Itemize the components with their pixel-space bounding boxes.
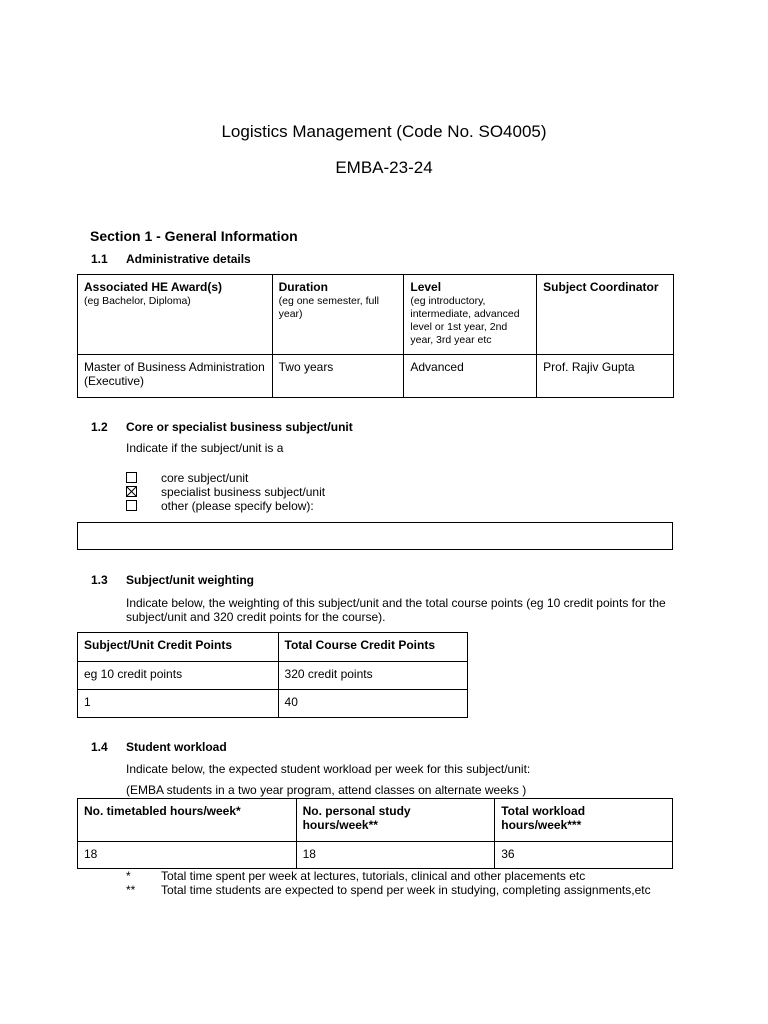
specialist-subject-label: specialist business subject/unit [161,485,326,499]
subsection-1-2-title: Core or specialist business subject/unit [126,420,353,434]
subsection-1-3-number: 1.3 [91,573,108,587]
level-header-label: Level [410,280,442,294]
personal-study-header: No. personal study hours/week** [296,799,495,842]
subsection-1-1-number: 1.1 [91,252,108,266]
administrative-details-table [77,274,674,398]
duration-header-label: Duration [278,280,328,294]
timetabled-hours-header: No. timetabled hours/week* [78,799,297,842]
subsection-1-4-title: Student workload [126,740,227,754]
duration-header-hint: (eg one semester, full year) [278,295,380,320]
table-row [78,842,673,869]
table-header-cell [78,275,273,355]
coordinator-value: Prof. Rajiv Gupta [537,355,674,398]
other-specify-field[interactable] [77,522,673,550]
subsection-1-2-intro: Indicate if the subject/unit is a [126,441,284,455]
footnote-text: Total time students are expected to spend per week in studying, completing assignments,etc [161,883,651,897]
award-header-label: Associated HE Award(s) [84,280,223,294]
timetabled-hours-value: 18 [78,842,297,869]
personal-study-value: 18 [296,842,495,869]
level-value: Advanced [404,355,537,398]
table-cell: 40 [278,690,467,718]
table-cell: eg 10 credit points [78,662,279,690]
table-row [78,690,468,718]
table-header-row [78,633,468,662]
subsection-1-4-note: (EMBA students in a two year program, attend classes on alternate weeks ) [126,783,527,797]
document-subtitle: EMBA-23-24 [335,158,433,177]
award-value: Master of Business Administration (Executive) [78,355,273,398]
table-header-cell [537,275,674,355]
subsection-1-1-title: Administrative details [126,252,251,266]
subsection-1-3-title: Subject/unit weighting [126,573,254,587]
core-subject-label: core subject/unit [161,471,249,485]
document-title: Logistics Management (Code No. SO4005) [221,122,547,141]
table-cell: 1 [78,690,279,718]
table-row [78,662,468,690]
table-header-row [78,799,673,842]
level-header-hint: (eg introductory, intermediate, advanced level or 1st year, 2nd year, 3rd year etc [410,295,520,346]
coordinator-header-label: Subject Coordinator [543,280,659,294]
footnote-mark: * [126,869,131,883]
table-header-cell [404,275,537,355]
subsection-1-4-intro: Indicate below, the expected student workload per week for this subject/unit: [126,762,531,776]
specialist-subject-checkbox[interactable] [126,486,137,497]
subsection-1-4-number: 1.4 [91,740,108,754]
table-cell: 320 credit points [278,662,467,690]
total-workload-value: 36 [495,842,673,869]
footnote-mark: ** [126,883,136,897]
award-header-hint: (eg Bachelor, Diploma) [84,295,191,307]
cross-mark-icon [127,487,136,496]
table-header-cell [272,275,404,355]
duration-value: Two years [272,355,404,398]
table-header-row [78,275,674,355]
weighting-table [77,632,468,718]
subsection-1-2-number: 1.2 [91,420,108,434]
subsection-1-3-intro: Indicate below, the weighting of this subject/unit and the total course points (eg 10 credit points for the subject/unit and 320 credit points for the course). [126,596,666,624]
other-subject-label: other (please specify below): [161,499,314,513]
total-workload-header: Total workload hours/week*** [495,799,673,842]
section-1-heading: Section 1 - General Information [90,228,298,244]
total-credit-header: Total Course Credit Points [278,633,467,662]
core-subject-checkbox[interactable] [126,472,137,483]
table-row [78,355,674,398]
workload-table [77,798,673,869]
other-subject-checkbox[interactable] [126,500,137,511]
footnote-text: Total time spent per week at lectures, tutorials, clinical and other placements etc [161,869,586,883]
unit-credit-header: Subject/Unit Credit Points [78,633,279,662]
